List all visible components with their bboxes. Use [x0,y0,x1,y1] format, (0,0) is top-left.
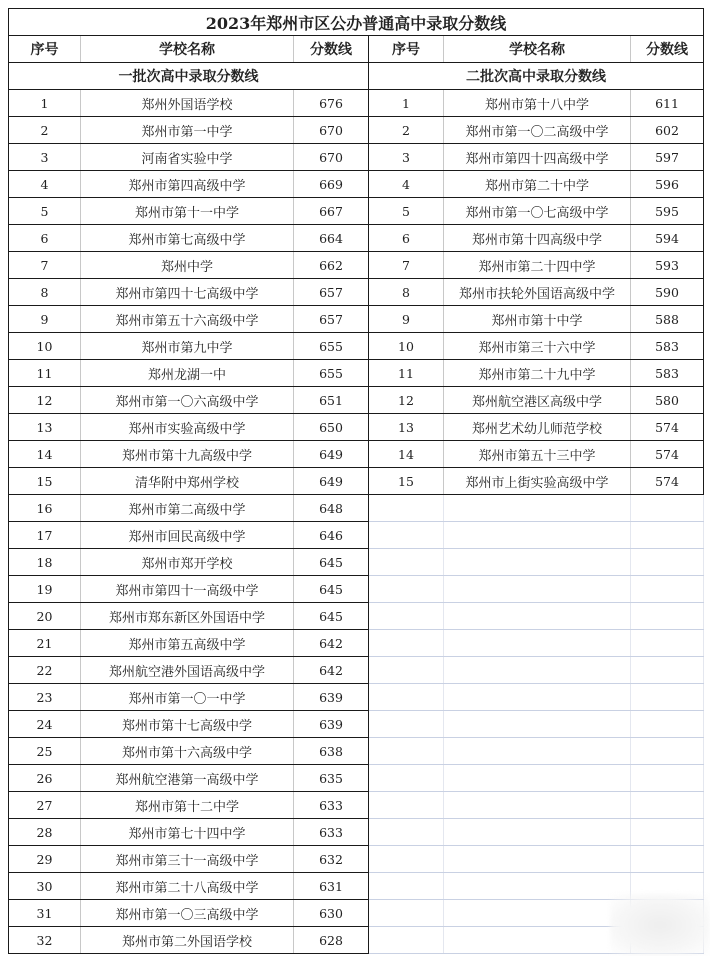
header-school-1[interactable]: 学校名称 [81,36,294,63]
empty-cell[interactable] [631,495,704,522]
second-score-cell[interactable]: 594 [631,225,704,252]
first-seq-cell[interactable]: 9 [9,306,81,333]
first-score-cell[interactable]: 630 [294,900,369,927]
first-score-cell[interactable]: 633 [294,819,369,846]
first-school-cell[interactable]: 郑州市第十九高级中学 [81,441,294,468]
first-score-cell[interactable]: 645 [294,576,369,603]
first-school-cell[interactable]: 郑州龙湖一中 [81,360,294,387]
first-seq-cell[interactable]: 24 [9,711,81,738]
table-row [9,117,704,144]
empty-cell[interactable] [369,576,444,603]
group-second-batch[interactable]: 二批次高中录取分数线 [369,63,704,90]
empty-cell[interactable] [369,603,444,630]
second-school-cell[interactable]: 郑州市第三十六中学 [444,333,631,360]
empty-cell[interactable] [369,927,444,954]
table-row [9,738,704,765]
first-school-cell[interactable]: 郑州市第二十八高级中学 [81,873,294,900]
header-row [9,36,704,63]
empty-cell[interactable] [631,603,704,630]
empty-cell[interactable] [631,630,704,657]
first-score-cell[interactable]: 651 [294,387,369,414]
first-score-cell[interactable]: 657 [294,279,369,306]
table-row [9,576,704,603]
second-score-cell[interactable]: 574 [631,414,704,441]
table-row [9,171,704,198]
header-seq-1[interactable]: 序号 [9,36,81,63]
first-seq-cell[interactable]: 12 [9,387,81,414]
first-school-cell[interactable]: 郑州市第一〇六高级中学 [81,387,294,414]
first-score-cell[interactable]: 667 [294,198,369,225]
empty-cell[interactable] [444,738,631,765]
empty-cell[interactable] [369,846,444,873]
empty-cell[interactable] [631,792,704,819]
second-seq-cell[interactable]: 13 [369,414,444,441]
first-school-cell[interactable]: 郑州航空港第一高级中学 [81,765,294,792]
table-row [9,387,704,414]
second-seq-cell[interactable]: 6 [369,225,444,252]
second-school-cell[interactable]: 郑州市上街实验高级中学 [444,468,631,495]
first-school-cell[interactable]: 郑州市第四十一高级中学 [81,576,294,603]
empty-cell[interactable] [369,738,444,765]
first-seq-cell[interactable]: 13 [9,414,81,441]
empty-cell[interactable] [444,819,631,846]
first-school-cell[interactable]: 郑州市第七高级中学 [81,225,294,252]
first-seq-cell[interactable]: 27 [9,792,81,819]
empty-cell[interactable] [444,927,631,954]
empty-cell[interactable] [444,711,631,738]
first-seq-cell[interactable]: 3 [9,144,81,171]
empty-cell[interactable] [369,684,444,711]
first-school-cell[interactable]: 郑州市第九中学 [81,333,294,360]
first-score-cell[interactable]: 628 [294,927,369,954]
empty-cell[interactable] [631,711,704,738]
first-seq-cell[interactable]: 22 [9,657,81,684]
empty-cell[interactable] [444,765,631,792]
second-score-cell[interactable]: 590 [631,279,704,306]
table-row [9,468,704,495]
second-school-cell[interactable]: 郑州艺术幼儿师范学校 [444,414,631,441]
empty-cell[interactable] [369,657,444,684]
first-score-cell[interactable]: 670 [294,144,369,171]
first-school-cell[interactable]: 郑州市第二高级中学 [81,495,294,522]
table-row [9,711,704,738]
second-school-cell[interactable]: 郑州市第一〇二高级中学 [444,117,631,144]
first-school-cell[interactable]: 郑州市第五十六高级中学 [81,306,294,333]
table-row [9,198,704,225]
group-first-batch[interactable]: 一批次高中录取分数线 [9,63,369,90]
second-score-cell[interactable]: 583 [631,333,704,360]
empty-cell[interactable] [444,630,631,657]
second-score-cell[interactable]: 595 [631,198,704,225]
empty-cell[interactable] [369,630,444,657]
second-school-cell[interactable]: 郑州市第一〇七高级中学 [444,198,631,225]
first-seq-cell[interactable]: 4 [9,171,81,198]
first-school-cell[interactable]: 郑州航空港外国语高级中学 [81,657,294,684]
first-score-cell[interactable]: 649 [294,468,369,495]
second-seq-cell[interactable]: 15 [369,468,444,495]
first-score-cell[interactable]: 662 [294,252,369,279]
empty-cell[interactable] [444,549,631,576]
first-score-cell[interactable]: 631 [294,873,369,900]
empty-cell[interactable] [631,765,704,792]
first-score-cell[interactable]: 638 [294,738,369,765]
second-score-cell[interactable]: 583 [631,360,704,387]
first-seq-cell[interactable]: 32 [9,927,81,954]
second-seq-cell[interactable]: 2 [369,117,444,144]
second-school-cell[interactable]: 郑州市扶轮外国语高级中学 [444,279,631,306]
empty-cell[interactable] [444,657,631,684]
first-school-cell[interactable]: 郑州市郑开学校 [81,549,294,576]
first-school-cell[interactable]: 郑州市第七十四中学 [81,819,294,846]
empty-cell[interactable] [369,873,444,900]
empty-cell[interactable] [369,549,444,576]
empty-cell[interactable] [444,846,631,873]
empty-cell[interactable] [631,819,704,846]
second-seq-cell[interactable]: 11 [369,360,444,387]
first-seq-cell[interactable]: 16 [9,495,81,522]
first-seq-cell[interactable]: 7 [9,252,81,279]
second-seq-cell[interactable]: 12 [369,387,444,414]
empty-cell[interactable] [631,576,704,603]
score-sheet [8,8,703,954]
first-seq-cell[interactable]: 2 [9,117,81,144]
table-row [9,441,704,468]
group-row [9,63,704,90]
empty-cell[interactable] [369,819,444,846]
second-score-cell[interactable]: 602 [631,117,704,144]
empty-cell[interactable] [444,684,631,711]
empty-cell[interactable] [444,522,631,549]
empty-cell[interactable] [369,522,444,549]
first-seq-cell[interactable]: 19 [9,576,81,603]
empty-cell[interactable] [369,711,444,738]
second-score-cell[interactable]: 580 [631,387,704,414]
table-row [9,144,704,171]
first-seq-cell[interactable]: 30 [9,873,81,900]
empty-cell[interactable] [444,900,631,927]
second-seq-cell[interactable]: 9 [369,306,444,333]
empty-cell[interactable] [369,900,444,927]
table-row [9,522,704,549]
first-score-cell[interactable]: 657 [294,306,369,333]
second-school-cell[interactable]: 郑州市第十八中学 [444,90,631,117]
table-row [9,657,704,684]
empty-cell[interactable] [369,792,444,819]
first-seq-cell[interactable]: 26 [9,765,81,792]
table-row [9,927,704,954]
first-school-cell[interactable]: 清华附中郑州学校 [81,468,294,495]
second-seq-cell[interactable]: 10 [369,333,444,360]
first-score-cell[interactable]: 633 [294,792,369,819]
first-score-cell[interactable]: 655 [294,333,369,360]
first-seq-cell[interactable]: 15 [9,468,81,495]
table-row [9,684,704,711]
table-title[interactable]: 2023年郑州市区公办普通高中录取分数线 [9,9,704,36]
second-school-cell[interactable]: 郑州市第二十中学 [444,171,631,198]
second-seq-cell[interactable]: 8 [369,279,444,306]
first-score-cell[interactable]: 642 [294,630,369,657]
table-row [9,279,704,306]
first-seq-cell[interactable]: 10 [9,333,81,360]
first-score-cell[interactable]: 639 [294,711,369,738]
title-row [9,9,704,36]
first-score-cell[interactable]: 664 [294,225,369,252]
second-school-cell[interactable]: 郑州航空港区高级中学 [444,387,631,414]
first-seq-cell[interactable]: 18 [9,549,81,576]
second-seq-cell[interactable]: 1 [369,90,444,117]
first-seq-cell[interactable]: 5 [9,198,81,225]
table-row [9,252,704,279]
first-seq-cell[interactable]: 1 [9,90,81,117]
header-seq-2[interactable]: 序号 [369,36,444,63]
table-row [9,900,704,927]
header-score-2[interactable]: 分数线 [631,36,704,63]
empty-cell[interactable] [444,603,631,630]
first-seq-cell[interactable]: 31 [9,900,81,927]
second-school-cell[interactable]: 郑州市第二十四中学 [444,252,631,279]
first-seq-cell[interactable]: 11 [9,360,81,387]
first-score-cell[interactable]: 642 [294,657,369,684]
table-row [9,90,704,117]
second-score-cell[interactable]: 611 [631,90,704,117]
empty-cell[interactable] [444,873,631,900]
table-row [9,765,704,792]
first-seq-cell[interactable]: 17 [9,522,81,549]
second-score-cell[interactable]: 574 [631,441,704,468]
first-seq-cell[interactable]: 23 [9,684,81,711]
table-row [9,819,704,846]
first-score-cell[interactable]: 650 [294,414,369,441]
second-school-cell[interactable]: 郑州市第五十三中学 [444,441,631,468]
table-row [9,360,704,387]
second-school-cell[interactable]: 郑州市第十中学 [444,306,631,333]
header-score-1[interactable]: 分数线 [294,36,369,63]
empty-cell[interactable] [631,846,704,873]
admission-score-table [8,8,704,954]
first-score-cell[interactable]: 639 [294,684,369,711]
first-school-cell[interactable]: 河南省实验中学 [81,144,294,171]
table-row [9,873,704,900]
second-school-cell[interactable]: 郑州市第十四高级中学 [444,225,631,252]
first-school-cell[interactable]: 郑州市第五高级中学 [81,630,294,657]
first-school-cell[interactable]: 郑州市第二外国语学校 [81,927,294,954]
table-row [9,630,704,657]
first-school-cell[interactable]: 郑州市第三十一高级中学 [81,846,294,873]
table-row [9,495,704,522]
empty-cell[interactable] [631,738,704,765]
second-score-cell[interactable]: 593 [631,252,704,279]
first-score-cell[interactable]: 669 [294,171,369,198]
empty-cell[interactable] [369,495,444,522]
first-seq-cell[interactable]: 8 [9,279,81,306]
second-score-cell[interactable]: 574 [631,468,704,495]
empty-cell[interactable] [631,522,704,549]
first-score-cell[interactable]: 670 [294,117,369,144]
first-score-cell[interactable]: 635 [294,765,369,792]
first-school-cell[interactable]: 郑州市第十七高级中学 [81,711,294,738]
first-school-cell[interactable]: 郑州市第一中学 [81,117,294,144]
second-seq-cell[interactable]: 4 [369,171,444,198]
second-score-cell[interactable]: 588 [631,306,704,333]
watermark-blur [610,894,710,956]
second-seq-cell[interactable]: 7 [369,252,444,279]
first-seq-cell[interactable]: 20 [9,603,81,630]
second-score-cell[interactable]: 597 [631,144,704,171]
first-school-cell[interactable]: 郑州市第四高级中学 [81,171,294,198]
empty-cell[interactable] [444,576,631,603]
first-score-cell[interactable]: 632 [294,846,369,873]
first-school-cell[interactable]: 郑州市实验高级中学 [81,414,294,441]
first-score-cell[interactable]: 645 [294,603,369,630]
first-school-cell[interactable]: 郑州市第一〇三高级中学 [81,900,294,927]
first-seq-cell[interactable]: 14 [9,441,81,468]
empty-cell[interactable] [444,495,631,522]
table-row [9,792,704,819]
first-score-cell[interactable]: 648 [294,495,369,522]
first-seq-cell[interactable]: 6 [9,225,81,252]
second-seq-cell[interactable]: 14 [369,441,444,468]
table-row [9,549,704,576]
first-school-cell[interactable]: 郑州市第十二中学 [81,792,294,819]
first-school-cell[interactable]: 郑州市第四十七高级中学 [81,279,294,306]
table-row [9,846,704,873]
first-school-cell[interactable]: 郑州市第一〇一中学 [81,684,294,711]
first-score-cell[interactable]: 646 [294,522,369,549]
first-school-cell[interactable]: 郑州市第十一中学 [81,198,294,225]
first-school-cell[interactable]: 郑州外国语学校 [81,90,294,117]
first-school-cell[interactable]: 郑州市回民高级中学 [81,522,294,549]
empty-cell[interactable] [369,765,444,792]
first-score-cell[interactable]: 655 [294,360,369,387]
second-school-cell[interactable]: 郑州市第四十四高级中学 [444,144,631,171]
table-row [9,225,704,252]
first-seq-cell[interactable]: 29 [9,846,81,873]
empty-cell[interactable] [631,549,704,576]
first-school-cell[interactable]: 郑州市郑东新区外国语中学 [81,603,294,630]
first-score-cell[interactable]: 649 [294,441,369,468]
first-seq-cell[interactable]: 25 [9,738,81,765]
table-row [9,414,704,441]
first-school-cell[interactable]: 郑州市第十六高级中学 [81,738,294,765]
empty-cell[interactable] [444,792,631,819]
first-seq-cell[interactable]: 28 [9,819,81,846]
second-score-cell[interactable]: 596 [631,171,704,198]
table-row [9,603,704,630]
second-school-cell[interactable]: 郑州市第二十九中学 [444,360,631,387]
first-seq-cell[interactable]: 21 [9,630,81,657]
table-row [9,306,704,333]
first-score-cell[interactable]: 676 [294,90,369,117]
second-seq-cell[interactable]: 3 [369,144,444,171]
empty-cell[interactable] [631,657,704,684]
first-score-cell[interactable]: 645 [294,549,369,576]
second-seq-cell[interactable]: 5 [369,198,444,225]
first-school-cell[interactable]: 郑州中学 [81,252,294,279]
empty-cell[interactable] [631,684,704,711]
header-school-2[interactable]: 学校名称 [444,36,631,63]
table-row [9,333,704,360]
